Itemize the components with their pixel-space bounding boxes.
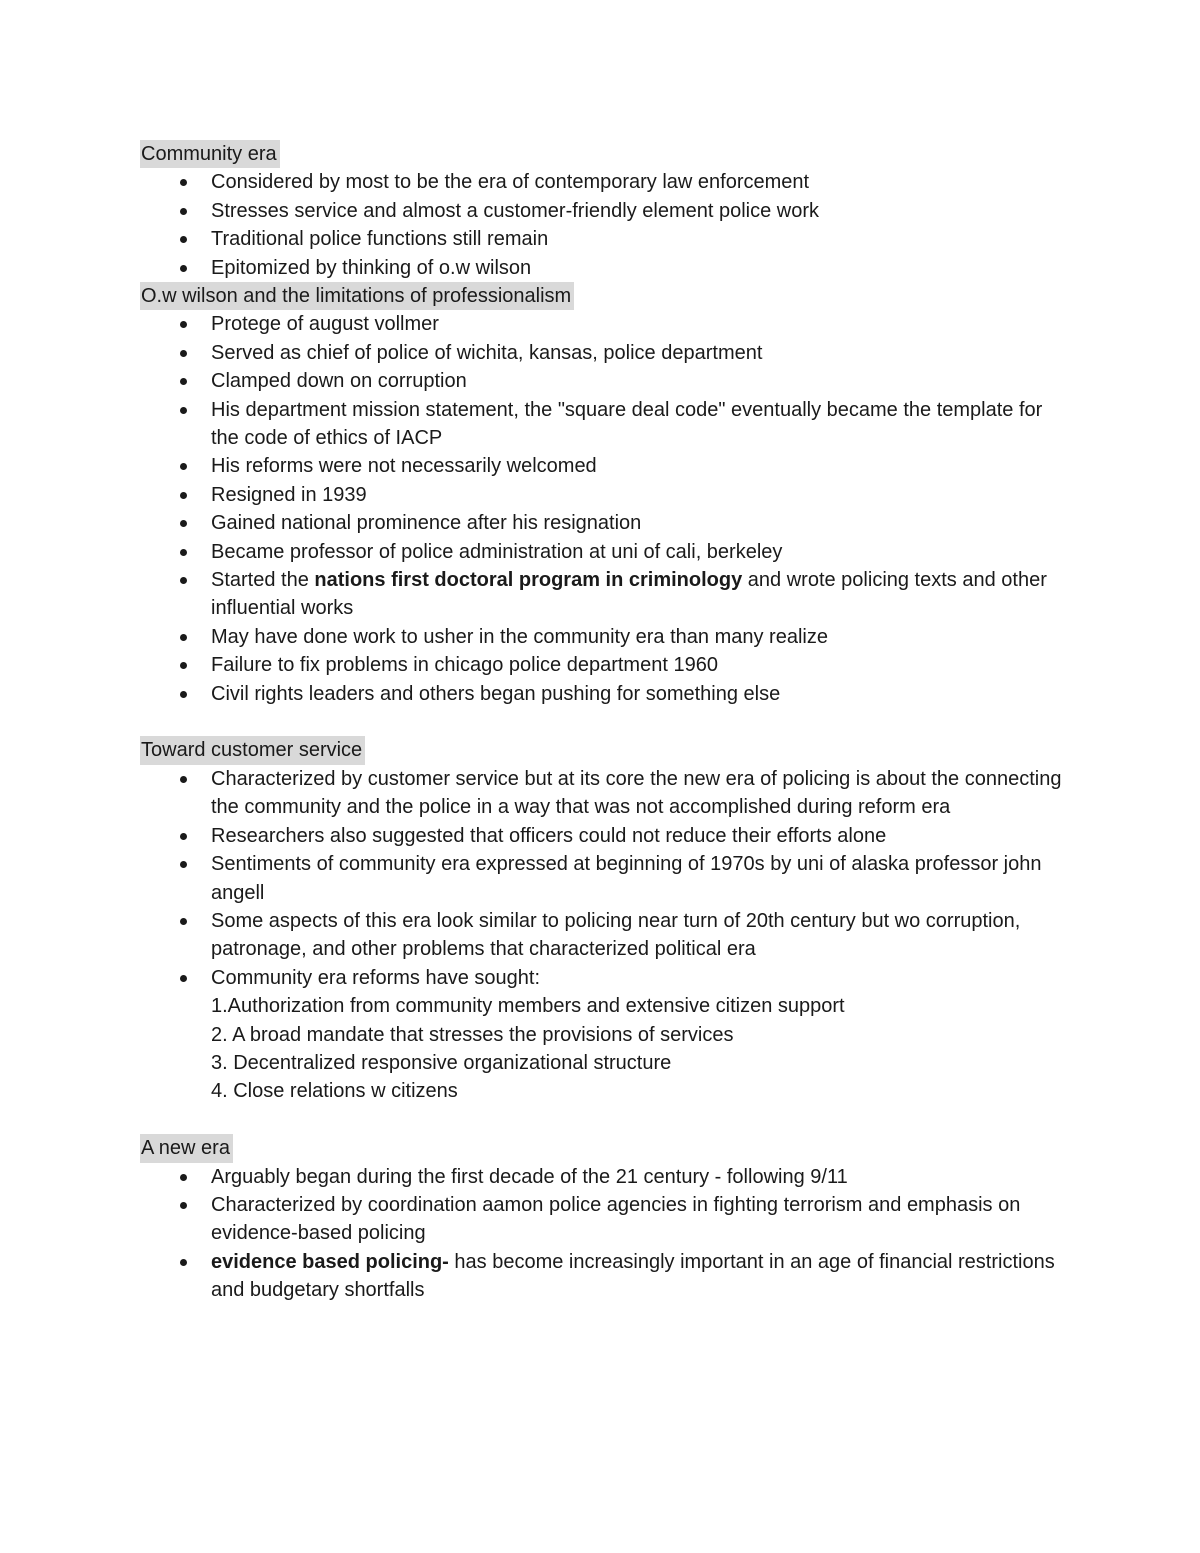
list-item: Researchers also suggested that officers could not reduce their efforts alone xyxy=(141,822,1071,850)
numbered-line: 1.Authorization from community members and extensive citizen support xyxy=(211,995,845,1018)
item-text: Community era reforms have sought: xyxy=(211,966,541,989)
list-item xyxy=(141,1248,1071,1305)
bullet-list xyxy=(141,310,1071,708)
list-item xyxy=(141,964,1071,1106)
list-item: Considered by most to be the era of contemporary law enforcement xyxy=(141,168,1071,196)
list-item: Served as chief of police of wichita, kansas, police department xyxy=(141,339,1071,367)
list-item: Arguably began during the first decade of the 21 century - following 9/11 xyxy=(141,1163,1071,1191)
list-item: Protege of august vollmer xyxy=(141,310,1071,338)
list-item: Failure to fix problems in chicago police department 1960 xyxy=(141,651,1071,679)
bold-phrase: evidence based policing- xyxy=(211,1250,449,1273)
section-heading-toward-customer-service: Toward customer service xyxy=(140,736,365,764)
list-item: Became professor of police administration at uni of cali, berkeley xyxy=(141,538,1071,566)
list-item: His department mission statement, the "square deal code" eventually became the template for the code of ethics of IACP xyxy=(141,396,1071,453)
numbered-line: 4. Close relations w citizens xyxy=(211,1080,458,1103)
bullet-list xyxy=(141,765,1071,1106)
section-heading-community-era: Community era xyxy=(140,140,280,168)
bullet-list xyxy=(141,1163,1071,1305)
bullet-list xyxy=(141,168,1071,282)
list-item: Characterized by coordination aamon police agencies in fighting terrorism and emphasis on evidence-based policing xyxy=(141,1191,1071,1248)
section-heading-a-new-era: A new era xyxy=(140,1134,233,1162)
list-item: Civil rights leaders and others began pushing for something else xyxy=(141,680,1071,708)
list-item xyxy=(141,566,1071,623)
item-text: Started the xyxy=(211,569,315,592)
list-item: Some aspects of this era look similar to policing near turn of 20th century but wo corruption, patronage, and other problems that characterized political era xyxy=(141,907,1071,964)
bold-phrase: nations first doctoral program in criminology xyxy=(314,569,743,592)
section-heading-ow-wilson: O.w wilson and the limitations of professionalism xyxy=(140,282,574,310)
numbered-line: 2. A broad mandate that stresses the provisions of services xyxy=(211,1023,734,1046)
list-item: His reforms were not necessarily welcomed xyxy=(141,452,1071,480)
numbered-line: 3. Decentralized responsive organizational structure xyxy=(211,1051,672,1074)
blank-line xyxy=(141,708,1071,736)
item-text: has become increasingly important in an age of financial restrictions and budgetary shortfalls xyxy=(211,1250,1055,1302)
list-item: Resigned in 1939 xyxy=(141,481,1071,509)
item-text: and wrote policing texts and other influential works xyxy=(211,569,1047,620)
list-item: Clamped down on corruption xyxy=(141,367,1071,395)
list-item: Sentiments of community era expressed at beginning of 1970s by uni of alaska professor john angell xyxy=(141,850,1071,907)
list-item: May have done work to usher in the community era than many realize xyxy=(141,623,1071,651)
blank-line xyxy=(141,1106,1071,1134)
list-item: Epitomized by thinking of o.w wilson xyxy=(141,254,1071,282)
list-item: Characterized by customer service but at its core the new era of policing is about the connecting the community and the police in a way that was not accomplished during reform era xyxy=(141,765,1071,822)
list-item: Traditional police functions still remain xyxy=(141,225,1071,253)
list-item: Gained national prominence after his resignation xyxy=(141,509,1071,537)
document-body xyxy=(141,140,1071,1305)
list-item: Stresses service and almost a customer-friendly element police work xyxy=(141,197,1071,225)
